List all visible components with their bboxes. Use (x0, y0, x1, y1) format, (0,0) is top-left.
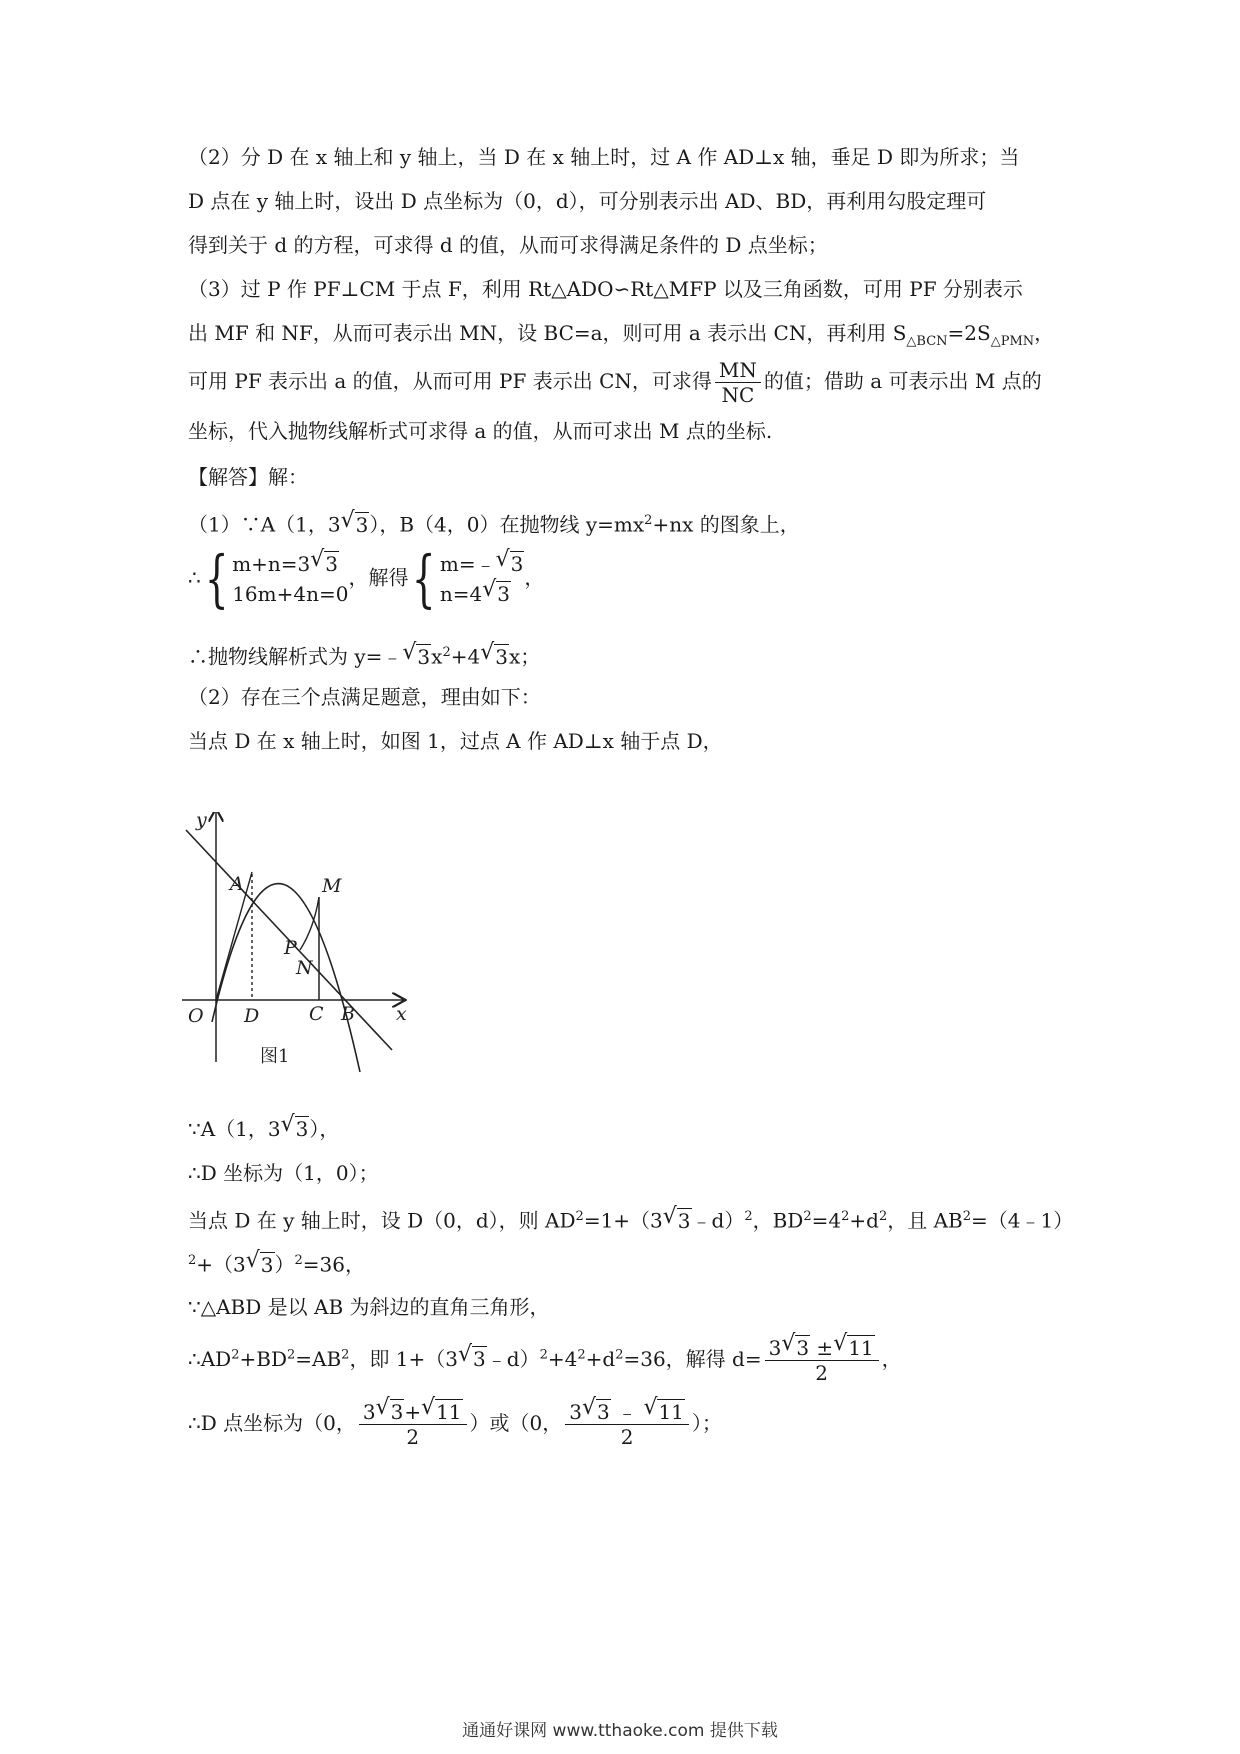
d-coord-fraction-1: $\frac{3√ 3+√ 11}{2}$ (359, 1400, 467, 1449)
d-solution-fraction: $\frac{3√ 3 \pm√ 11}{2}$ (765, 1336, 879, 1385)
since-a-line: ∵A（1，3√ 3）， (188, 1112, 339, 1146)
solution-heading: 【解答】解： (188, 465, 308, 489)
label-d: D (244, 1005, 260, 1027)
figure-1 (182, 812, 452, 1112)
label-y: y (196, 812, 207, 831)
analysis-p3-line1: （3）过 P 作 PF⊥CM 于点 F，利用 Rt△ADO∽Rt△MFP 以及三角函数，可用 PF 分别表示 (188, 277, 1023, 301)
d-coord-line: ∴D 坐标为（1，0）； (188, 1161, 379, 1185)
label-b: B (341, 1003, 355, 1025)
label-p: P (284, 937, 297, 959)
d-coord-fraction-2: $\frac{3√ 3 ﹣ √ 11}{2}$ (565, 1400, 689, 1449)
label-c: C (309, 1003, 324, 1025)
ad-bd-equation: $\therefore AD^2+BD^2=AB^2$，即 1+（3√ $3﹣d)^2+4^2+d^2=36$，解得 d= $\frac{3√ 3 \pm√ 11}{2}$ ， (188, 1336, 902, 1385)
equation-system: ∴{ m+n=3√ 3 16m+4n=0，解得{ m=﹣√ 3 n=4√ 3， (188, 548, 544, 610)
analysis-p2-line2: D 点在 y 轴上时，设出 D 点坐标为（0，d），可分别表示出 AD、BD，再利用勾股定理可 (188, 189, 987, 213)
analysis-p3-line2: 出 MF 和 NF，从而可表示出 MN，设 BC=a，则可用 a 表示出 CN，再利用 $S_{\triangle BCN}=2S_{\triangle PMN}$， (188, 321, 1055, 349)
mn-over-nc-fraction: $\frac{MN}{NC}$ (715, 358, 761, 407)
analysis-p3-line4: 坐标，代入抛物线解析式可求得 a 的值，从而可求出 M 点的坐标. (188, 419, 773, 443)
figure-caption: 图1 (260, 1046, 290, 1067)
final-d-coords: ∴D 点坐标为（0， $\frac{3√ 3+√ 11}{2}$ ）或（0， $\frac{3√ 3 ﹣ √ 11}{2}$ ）； (188, 1400, 722, 1449)
analysis-p2-line1: （2）分 D 在 x 轴上和 y 轴上，当 D 在 x 轴上时，过 A 作 AD⊥x 轴，垂足 D 即为所求；当 (188, 145, 1020, 169)
right-triangle-line: ∵△ABD 是以 AB 为斜边的直角三角形， (188, 1295, 550, 1319)
label-m: M (322, 875, 342, 897)
parabola-curve (212, 884, 360, 1072)
label-a: A (230, 873, 244, 895)
label-n: N (296, 957, 313, 979)
parabola-expression: ∴抛物线解析式为 y=﹣√ $3x^2+4√$ 3x； (188, 636, 540, 674)
label-o: O (188, 1005, 204, 1027)
analysis-p3-line3: 可用 PF 表示出 a 的值，从而可用 PF 表示出 CN，可求得 $\frac{MN}{NC}$ 的值；借助 a 可表示出 M 点的 (188, 358, 1042, 407)
solution-step2-intro: （2）存在三个点满足题意，理由如下： (188, 685, 541, 709)
solution-step2-case1: 当点 D 在 x 轴上时，如图 1，过点 A 作 AD⊥x 轴于点 D， (188, 729, 723, 753)
page-footer: 通通好课网 www.tthaoke.com 提供下载 (462, 1721, 778, 1741)
case2-line2: $^2$+（3√ 3）$^2$=36， (188, 1244, 365, 1282)
analysis-p2-line3: 得到关于 d 的方程，可求得 d 的值，从而可求得满足条件的 D 点坐标； (188, 233, 828, 257)
label-x: x (396, 1003, 407, 1025)
case2-line1: 当点 D 在 y 轴上时，设 D（0，d），则 $AD^2=1+(3√$ 3﹣d）$^2$，$BD^2=4^2+d^2$，且 $AB^2=(4﹣1)$ (188, 1200, 1073, 1238)
solution-step1: （1）∵A（1，3√ 3），B（4，0）在抛物线 $y=mx^2+nx$ 的图象上， (188, 504, 800, 542)
